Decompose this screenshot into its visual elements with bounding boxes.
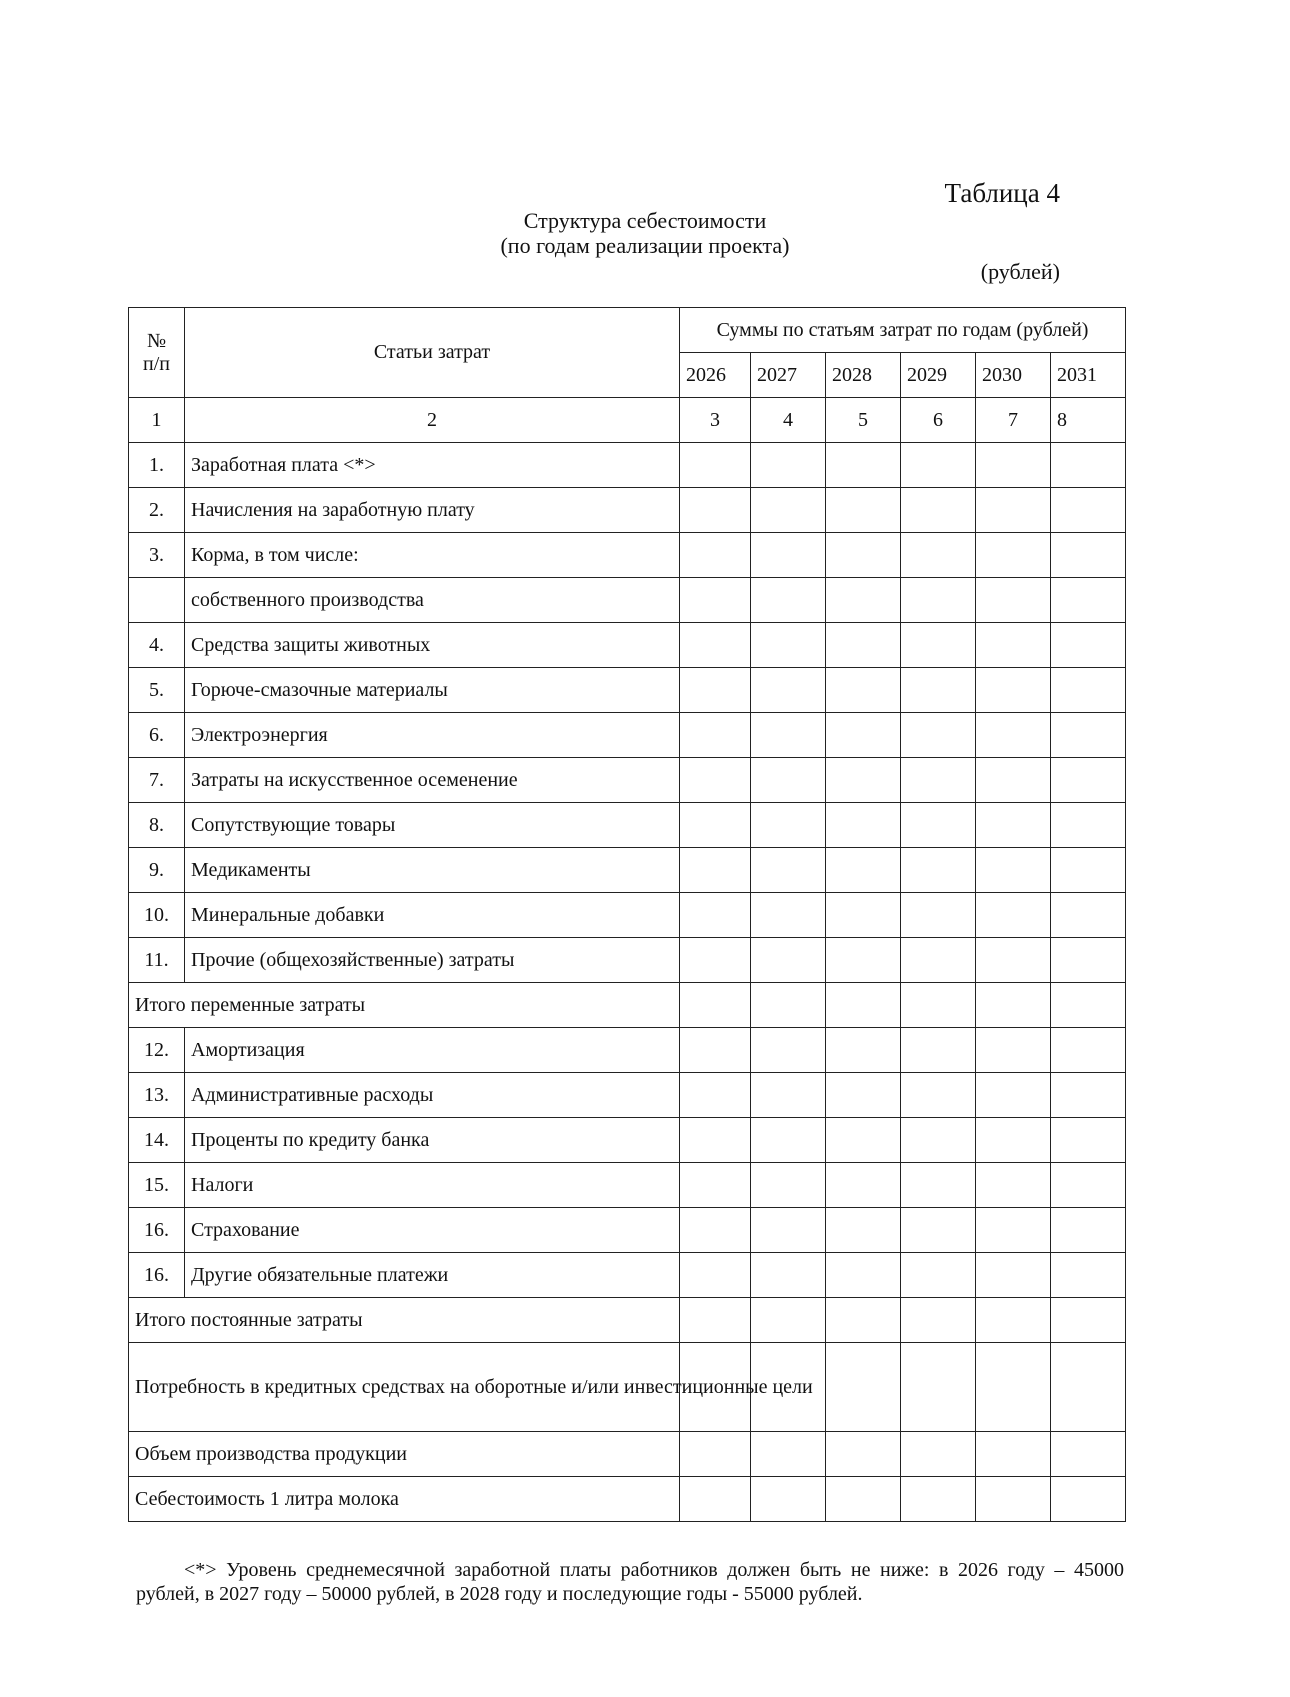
amount-cell <box>976 623 1051 668</box>
table-number-label: Таблица 4 <box>944 178 1060 208</box>
amount-cell <box>826 533 901 578</box>
amount-cell <box>901 533 976 578</box>
row-label: Сопутствующие товары <box>185 803 680 848</box>
column-index-cell: 5 <box>826 398 901 443</box>
amount-cell <box>976 1073 1051 1118</box>
amount-cell <box>751 758 826 803</box>
table-row <box>129 1073 1126 1118</box>
header-year: 2030 <box>976 353 1051 398</box>
amount-cell <box>901 488 976 533</box>
amount-cell <box>1051 623 1126 668</box>
row-number: 12. <box>129 1028 185 1073</box>
amount-cell <box>751 1073 826 1118</box>
row-label: Средства защиты животных <box>185 623 680 668</box>
amount-cell <box>826 758 901 803</box>
unit-cost-row-label: Себестоимость 1 литра молока <box>129 1477 680 1522</box>
table-row <box>129 443 1126 488</box>
subtotal-fixed-row <box>129 1298 1126 1343</box>
amount-cell <box>901 1208 976 1253</box>
row-label: Заработная плата <*> <box>185 443 680 488</box>
row-number: 2. <box>129 488 185 533</box>
table-row <box>129 848 1126 893</box>
amount-cell <box>976 758 1051 803</box>
amount-cell <box>901 1343 976 1432</box>
table-row <box>129 578 1126 623</box>
amount-cell <box>976 1028 1051 1073</box>
amount-cell <box>901 803 976 848</box>
amount-cell <box>826 803 901 848</box>
amount-cell <box>1051 488 1126 533</box>
amount-cell <box>1051 668 1126 713</box>
amount-cell <box>1051 1477 1126 1522</box>
amount-cell <box>680 1073 751 1118</box>
amount-cell <box>680 848 751 893</box>
amount-cell <box>680 893 751 938</box>
header-item-col: Статьи затрат <box>185 308 680 398</box>
table-row <box>129 893 1126 938</box>
amount-cell <box>1051 1253 1126 1298</box>
production-volume-row-label: Объем производства продукции <box>129 1432 680 1477</box>
amount-cell <box>901 758 976 803</box>
table-title <box>0 208 1290 258</box>
amount-cell <box>826 848 901 893</box>
column-index-cell: 8 <box>1051 398 1126 443</box>
amount-cell <box>976 893 1051 938</box>
row-number: 6. <box>129 713 185 758</box>
amount-cell <box>1051 758 1126 803</box>
amount-cell <box>826 623 901 668</box>
amount-cell <box>751 578 826 623</box>
table-row <box>129 1208 1126 1253</box>
table-row <box>129 488 1126 533</box>
amount-cell <box>826 668 901 713</box>
row-label: Налоги <box>185 1163 680 1208</box>
amount-cell <box>751 443 826 488</box>
row-number: 16. <box>129 1253 185 1298</box>
amount-cell <box>751 1208 826 1253</box>
row-label: Прочие (общехозяйственные) затраты <box>185 938 680 983</box>
amount-cell <box>1051 1208 1126 1253</box>
amount-cell <box>976 1298 1051 1343</box>
table-row <box>129 713 1126 758</box>
amount-cell <box>976 938 1051 983</box>
amount-cell <box>751 1432 826 1477</box>
header-number-col: № п/п <box>129 308 185 398</box>
table-row <box>129 1118 1126 1163</box>
amount-cell <box>976 533 1051 578</box>
row-number: 1. <box>129 443 185 488</box>
amount-cell <box>901 893 976 938</box>
amount-cell <box>976 443 1051 488</box>
amount-cell <box>901 578 976 623</box>
subtotal-fixed-row-label: Итого постоянные затраты <box>129 1298 680 1343</box>
amount-cell <box>751 803 826 848</box>
table-row <box>129 623 1126 668</box>
amount-cell <box>901 623 976 668</box>
table-row <box>129 803 1126 848</box>
header-year: 2028 <box>826 353 901 398</box>
amount-cell <box>1051 848 1126 893</box>
amount-cell <box>680 1298 751 1343</box>
amount-cell <box>1051 533 1126 578</box>
amount-cell <box>976 848 1051 893</box>
amount-cell <box>751 1118 826 1163</box>
amount-cell <box>751 938 826 983</box>
table-row <box>129 1163 1126 1208</box>
amount-cell <box>751 848 826 893</box>
amount-cell <box>976 1343 1051 1432</box>
amount-cell <box>680 983 751 1028</box>
amount-cell <box>976 1208 1051 1253</box>
row-label: Другие обязательные платежи <box>185 1253 680 1298</box>
amount-cell <box>680 533 751 578</box>
column-index-cell: 7 <box>976 398 1051 443</box>
amount-cell <box>751 623 826 668</box>
row-label: Электроэнергия <box>185 713 680 758</box>
row-number: 15. <box>129 1163 185 1208</box>
amount-cell <box>680 1028 751 1073</box>
amount-cell <box>1051 803 1126 848</box>
amount-cell <box>901 983 976 1028</box>
amount-cell <box>680 1477 751 1522</box>
amount-cell <box>901 1028 976 1073</box>
row-label: Медикаменты <box>185 848 680 893</box>
column-index-cell: 2 <box>185 398 680 443</box>
header-year: 2027 <box>751 353 826 398</box>
header-year: 2029 <box>901 353 976 398</box>
table-row <box>129 668 1126 713</box>
amount-cell <box>680 668 751 713</box>
table-row <box>129 1253 1126 1298</box>
row-number <box>129 578 185 623</box>
amount-cell <box>976 983 1051 1028</box>
amount-cell <box>680 1208 751 1253</box>
amount-cell <box>1051 443 1126 488</box>
row-label: Затраты на искусственное осеменение <box>185 758 680 803</box>
amount-cell <box>826 1073 901 1118</box>
row-label: собственного производства <box>185 578 680 623</box>
footnote: <*> Уровень среднемесячной заработной платы работников должен быть не ниже: в 2026 году – 45000 рублей, в 2027 году – 50000 рублей, в 2028 году и последующие годы - 55000 рублей. <box>136 1559 1124 1605</box>
amount-cell <box>751 668 826 713</box>
amount-cell <box>976 1118 1051 1163</box>
credit-need-row <box>129 1343 1126 1432</box>
header-year: 2026 <box>680 353 751 398</box>
amount-cell <box>1051 1298 1126 1343</box>
amount-cell <box>680 803 751 848</box>
amount-cell <box>826 1253 901 1298</box>
amount-cell <box>826 1298 901 1343</box>
amount-cell <box>1051 938 1126 983</box>
amount-cell <box>680 1163 751 1208</box>
table-row <box>129 533 1126 578</box>
table-row <box>129 938 1126 983</box>
amount-cell <box>751 1298 826 1343</box>
row-label: Минеральные добавки <box>185 893 680 938</box>
amount-cell <box>826 983 901 1028</box>
amount-cell <box>901 1477 976 1522</box>
amount-cell <box>976 488 1051 533</box>
row-number: 14. <box>129 1118 185 1163</box>
amount-cell <box>680 758 751 803</box>
amount-cell <box>826 1343 901 1432</box>
credit-need-row-label: Потребность в кредитных средствах на оборотные и/или инвестиционные цели <box>129 1343 680 1432</box>
amount-cell <box>826 1163 901 1208</box>
amount-cell <box>751 983 826 1028</box>
amount-cell <box>976 1477 1051 1522</box>
table-body <box>129 398 1126 1522</box>
amount-cell <box>680 1432 751 1477</box>
amount-cell <box>826 1477 901 1522</box>
amount-cell <box>976 803 1051 848</box>
amount-cell <box>901 713 976 758</box>
amount-cell <box>976 668 1051 713</box>
amount-cell <box>1051 893 1126 938</box>
row-number: 11. <box>129 938 185 983</box>
column-index-row <box>129 398 1126 443</box>
amount-cell <box>901 443 976 488</box>
amount-cell <box>751 1028 826 1073</box>
amount-cell <box>901 1432 976 1477</box>
amount-cell <box>1051 1432 1126 1477</box>
amount-cell <box>680 938 751 983</box>
amount-cell <box>901 1163 976 1208</box>
amount-cell <box>680 578 751 623</box>
amount-cell <box>901 668 976 713</box>
row-label: Амортизация <box>185 1028 680 1073</box>
row-number: 5. <box>129 668 185 713</box>
row-label: Начисления на заработную плату <box>185 488 680 533</box>
unit-cost-row <box>129 1477 1126 1522</box>
row-number: 13. <box>129 1073 185 1118</box>
amount-cell <box>901 1073 976 1118</box>
title-line-1: Структура себестоимости <box>523 208 767 233</box>
amount-cell <box>976 1253 1051 1298</box>
amount-cell <box>826 488 901 533</box>
amount-cell <box>901 938 976 983</box>
row-number: 4. <box>129 623 185 668</box>
amount-cell <box>976 1163 1051 1208</box>
amount-cell <box>1051 983 1126 1028</box>
row-number: 7. <box>129 758 185 803</box>
amount-cell <box>680 488 751 533</box>
row-label: Горюче-смазочные материалы <box>185 668 680 713</box>
amount-cell <box>826 1028 901 1073</box>
units-label: (рублей) <box>980 259 1060 284</box>
amount-cell <box>1051 1343 1126 1432</box>
row-number: 3. <box>129 533 185 578</box>
row-number: 10. <box>129 893 185 938</box>
amount-cell <box>901 1118 976 1163</box>
amount-cell <box>751 1163 826 1208</box>
amount-cell <box>751 893 826 938</box>
production-volume-row <box>129 1432 1126 1477</box>
title-line-2: (по годам реализации проекта) <box>500 233 790 258</box>
amount-cell <box>751 1477 826 1522</box>
cost-structure-table <box>128 307 1126 1522</box>
amount-cell <box>901 1253 976 1298</box>
row-label: Проценты по кредиту банка <box>185 1118 680 1163</box>
table-row <box>129 758 1126 803</box>
amount-cell <box>1051 1118 1126 1163</box>
amount-cell <box>1051 1028 1126 1073</box>
amount-cell <box>976 1432 1051 1477</box>
header-sums-by-year: Суммы по статьям затрат по годам (рублей) <box>680 308 1126 353</box>
amount-cell <box>680 623 751 668</box>
amount-cell <box>826 893 901 938</box>
amount-cell <box>680 1253 751 1298</box>
amount-cell <box>751 713 826 758</box>
row-label: Корма, в том числе: <box>185 533 680 578</box>
amount-cell <box>976 578 1051 623</box>
header-year: 2031 <box>1051 353 1126 398</box>
row-label: Административные расходы <box>185 1073 680 1118</box>
subtotal-variable-row <box>129 983 1126 1028</box>
row-number: 8. <box>129 803 185 848</box>
row-label: Страхование <box>185 1208 680 1253</box>
row-number: 16. <box>129 1208 185 1253</box>
amount-cell <box>826 1118 901 1163</box>
amount-cell <box>1051 1073 1126 1118</box>
amount-cell <box>826 443 901 488</box>
amount-cell <box>826 938 901 983</box>
column-index-cell: 1 <box>129 398 185 443</box>
amount-cell <box>976 713 1051 758</box>
amount-cell <box>751 488 826 533</box>
amount-cell <box>826 1208 901 1253</box>
amount-cell <box>1051 578 1126 623</box>
amount-cell <box>901 848 976 893</box>
amount-cell <box>680 713 751 758</box>
column-index-cell: 4 <box>751 398 826 443</box>
subtotal-variable-row-label: Итого переменные затраты <box>129 983 680 1028</box>
amount-cell <box>680 443 751 488</box>
amount-cell <box>826 578 901 623</box>
table-row <box>129 1028 1126 1073</box>
amount-cell <box>751 533 826 578</box>
amount-cell <box>1051 1163 1126 1208</box>
column-index-cell: 6 <box>901 398 976 443</box>
amount-cell <box>680 1118 751 1163</box>
column-index-cell: 3 <box>680 398 751 443</box>
amount-cell <box>751 1253 826 1298</box>
amount-cell <box>1051 713 1126 758</box>
amount-cell <box>826 1432 901 1477</box>
row-number: 9. <box>129 848 185 893</box>
amount-cell <box>901 1298 976 1343</box>
amount-cell <box>826 713 901 758</box>
